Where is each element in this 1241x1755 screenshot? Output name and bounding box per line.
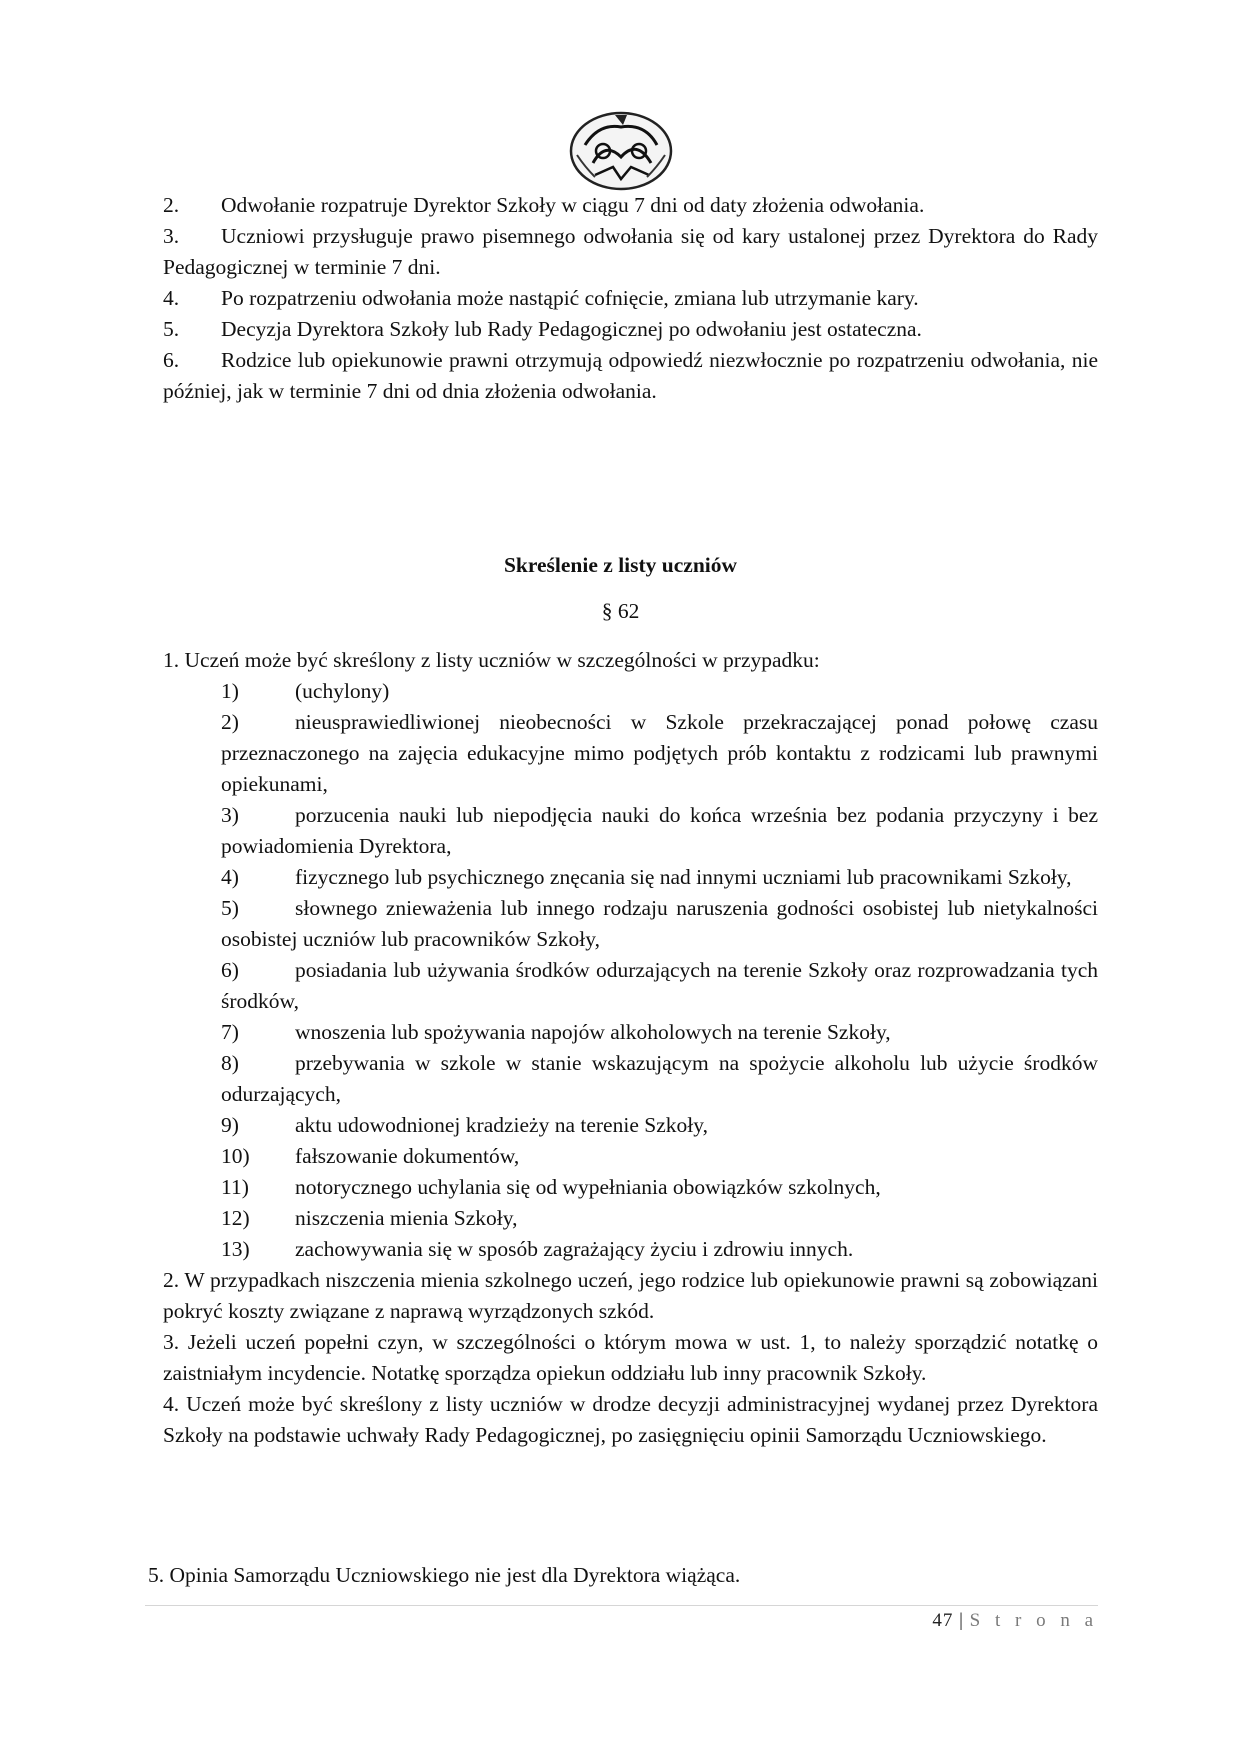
list-item: 7) wnoszenia lub spożywania napojów alkoholowych na terenie Szkoły, (221, 1020, 891, 1044)
list-item: 2) nieusprawiedliwionej nieobecności w Szkole przekraczającej ponad połowę czasu przeznaczonego na zajęcia edukacyjne mimo podjętych prób kontaktu z rodzicami lub prawnymi opiekunami, (221, 710, 1098, 796)
footer-separator: | (959, 1610, 964, 1631)
school-logo-icon (565, 105, 677, 193)
list-item: 6) posiadania lub używania środków odurzających na terenie Szkoły oraz rozprowadzania tych środków, (221, 958, 1098, 1013)
page-footer (932, 1610, 1098, 1632)
list-item: 4. Po rozpatrzeniu odwołania może nastąpić cofnięcie, zmiana lub utrzymanie kary. (163, 286, 919, 310)
section-title: Skreślenie z listy uczniów (503, 553, 738, 577)
list-item: 13) zachowywania się w sposób zagrażający życiu i zdrowiu innych. (221, 1237, 854, 1261)
point-intro: 1. Uczeń może być skreślony z listy uczniów w szczególności w przypadku: (163, 648, 820, 672)
footer-divider (145, 1605, 1098, 1606)
list-item: 3. Uczniowi przysługuje prawo pisemnego odwołania się od kary ustalonej przez Dyrektora do Rady Pedagogicznej w terminie 7 dni. (163, 224, 1098, 279)
list-item: 8) przebywania w szkole w stanie wskazującym na spożycie alkoholu lub użycie środków odurzających, (221, 1051, 1098, 1106)
list-item: 2. Odwołanie rozpatruje Dyrektor Szkoły w ciągu 7 dni od daty złożenia odwołania. (163, 193, 925, 217)
list-item: 6. Rodzice lub opiekunowie prawni otrzymują odpowiedź niezwłocznie po rozpatrzeniu odwołania, nie później, jak w terminie 7 dni od dnia złożenia odwołania. (163, 348, 1098, 403)
point-4: 4. Uczeń może być skreślony z listy uczniów w drodze decyzji administracyjnej wydanej przez Dyrektora Szkoły na podstawie uchwały Rady Pedagogicznej, po zasięgnięciu opinii Samorządu Uczniowskiego. (163, 1392, 1098, 1447)
list-item: 12) niszczenia mienia Szkoły, (221, 1206, 518, 1230)
paragraph-number: § 62 (601, 599, 640, 623)
list-item: 5) słownego znieważenia lub innego rodzaju naruszenia godności osobistej lub nietykalności osobistej uczniów lub pracowników Szkoły, (221, 896, 1098, 951)
list-item: 11) notorycznego uchylania się od wypełniania obowiązków szkolnych, (221, 1175, 881, 1199)
top-list (163, 190, 1098, 407)
point-5: 5. Opinia Samorządu Uczniowskiego nie jest dla Dyrektora wiążąca. (148, 1563, 741, 1587)
list-item: 5. Decyzja Dyrektora Szkoły lub Rady Pedagogicznej po odwołaniu jest ostateczna. (163, 317, 922, 341)
sublist (221, 676, 1098, 1265)
footer-label: S t r o n a (969, 1610, 1098, 1631)
list-item: 10) fałszowanie dokumentów, (221, 1144, 520, 1168)
list-item: 9) aktu udowodnionej kradzieży na terenie Szkoły, (221, 1113, 708, 1137)
point-1 (163, 645, 1098, 1451)
list-item: 3) porzucenia nauki lub niepodjęcia nauki do końca września bez podania przyczyny i bez powiadomienia Dyrektora, (221, 803, 1098, 858)
page-number: 47 (932, 1610, 954, 1631)
point-2: 2. W przypadkach niszczenia mienia szkolnego uczeń, jego rodzice lub opiekunowie prawni są zobowiązani pokryć koszty związane z naprawą wyrządzonych szkód. (163, 1268, 1098, 1323)
list-item: 1) (uchylony) (221, 679, 390, 703)
list-item: 4) fizycznego lub psychicznego znęcania się nad innymi uczniami lub pracownikami Szkoły, (221, 865, 1072, 889)
point-3: 3. Jeżeli uczeń popełni czyn, w szczególności o którym mowa w ust. 1, to należy sporządzić notatkę o zaistniałym incydencie. Notatkę sporządza opiekun oddziału lub inny pracownik Szkoły. (163, 1330, 1098, 1385)
